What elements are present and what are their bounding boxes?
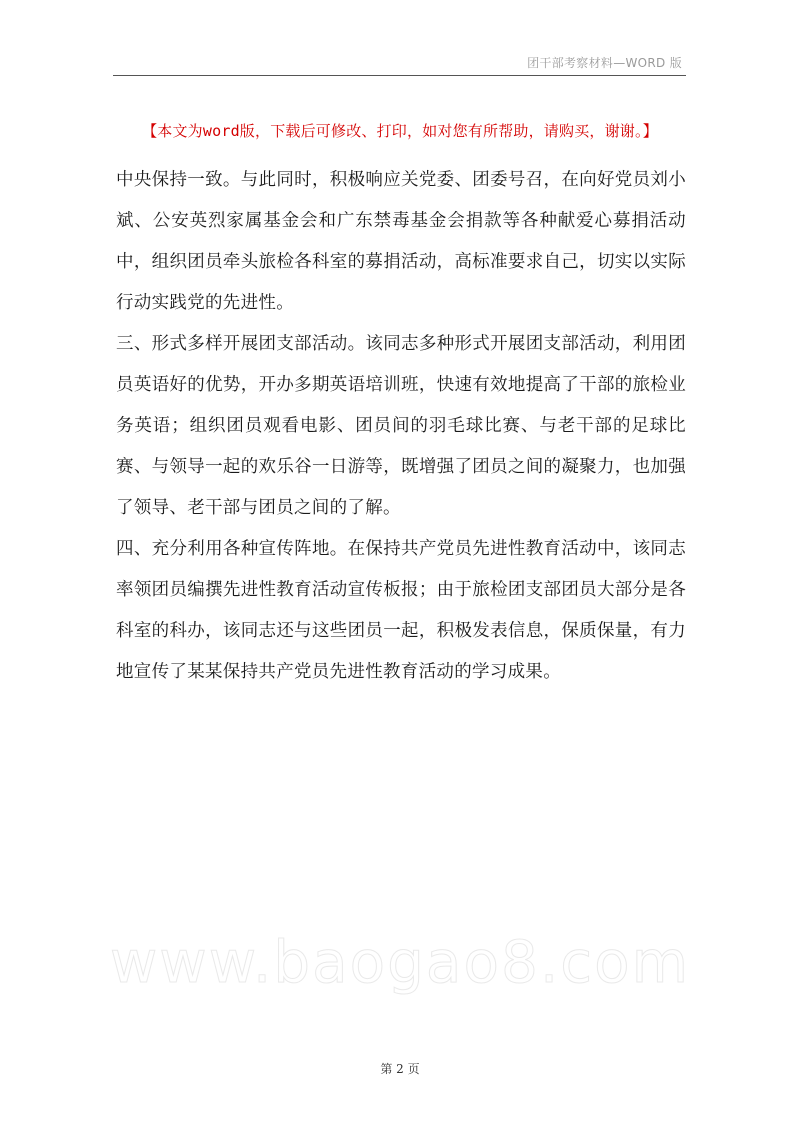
paragraph-continuation: 中央保持一致。与此同时，积极响应关党委、团委号召，在向好党员刘小斌、公安英烈家属基金会和广东禁毒基金会捐款等各种献爱心募捐活动中，组织团员牵头旅检各科室的募捐活动，高标准要求自己，切实以实际行动实践党的先进性。 xyxy=(116,170,686,313)
page-number: 第 2 页 xyxy=(380,1062,420,1076)
header-title: 团干部考察材料—WORD 版 xyxy=(527,56,682,70)
paragraph-section-four: 四、充分利用各种宣传阵地。在保持共产党员先进性教育活动中，该同志率领团员编撰先进性教育活动宣传板报；由于旅检团支部团员大部分是各科室的科办，该同志还与这些团员一起，积极发表信息，保质保量，有力地宣传了某某保持共产党员先进性教育活动的学习成果。 xyxy=(116,539,686,682)
paragraph-section-three: 三、形式多样开展团支部活动。该同志多种形式开展团支部活动，利用团员英语好的优势，开办多期英语培训班，快速有效地提高了干部的旅检业务英语；组织团员观看电影、团员间的羽毛球比赛、与老干部的足球比赛、与领导一起的欢乐谷一日游等，既增强了团员之间的凝聚力，也加强了领导、老干部与团员之间的了解。 xyxy=(116,334,686,518)
header-divider xyxy=(113,75,686,76)
download-notice: 【本文为word版，下载后可修改、打印，如对您有所帮助，请购买，谢谢。】 xyxy=(142,122,658,140)
watermark: www.baogao8.com xyxy=(109,928,691,996)
document-body xyxy=(116,160,686,693)
